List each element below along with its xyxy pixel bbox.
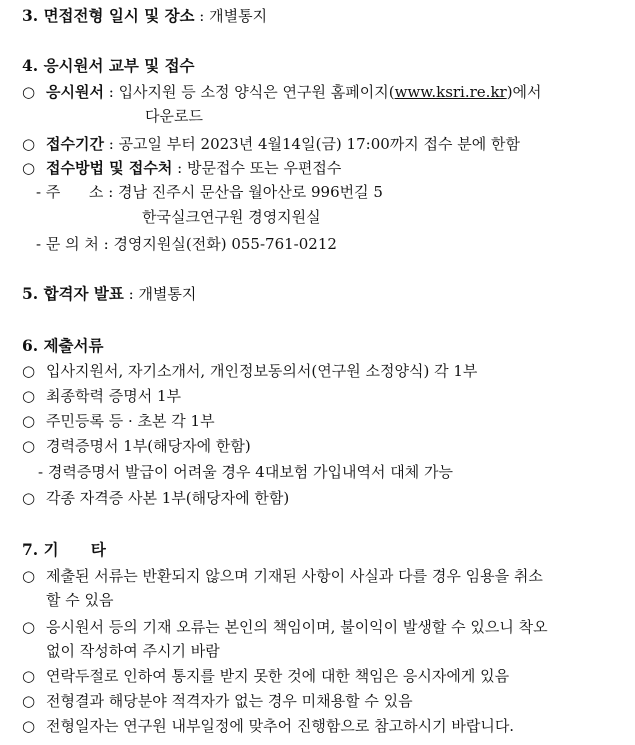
doc-item-text: 최종학력 증명서 1부 [46,387,182,405]
doc-item [22,386,181,406]
address-value: 경남 진주시 문산읍 월아산로 996번길 5 [118,183,383,201]
bullet-circle-icon: ○ [22,489,36,507]
colon: : [103,183,119,201]
address-value-2: 한국실크연구원 경영지원실 [142,208,321,226]
note-item-text: 연락두절로 인하여 통지를 받지 못한 것에 대한 책임은 응시자에게 있음 [46,667,510,685]
doc-item [22,436,251,456]
section-5-title: 5. 합격자 발표 [22,284,124,303]
doc-item [22,488,289,508]
colon: : [123,285,139,303]
note-item [22,566,543,586]
section-3-line [22,6,267,26]
colon: : [194,7,210,25]
section-5-line [22,284,196,304]
bullet-circle-icon: ○ [22,412,36,430]
contact-value: 경영지원실(전화) 055-761-0212 [113,235,337,253]
method-label: 접수방법 및 접수처 [46,159,173,177]
address-label: - 주 소 [36,183,104,201]
section-3-title: 3. 면접전형 일시 및 장소 [22,6,195,25]
colon: : [98,235,114,253]
bullet-circle-icon: ○ [22,437,36,455]
bullet-circle-icon: ○ [22,692,36,710]
section-3-value: 개별통지 [209,7,268,25]
doc-item-text: 주민등록 등 · 초본 각 1부 [46,412,215,430]
doc-item-text: 경력증명서 1부(해당자에 한함) [46,437,251,455]
section-4-title: 4. 응시원서 교부 및 접수 [22,56,195,75]
note-item [22,666,509,686]
colon: : [103,83,119,101]
note-item-text: 전형일자는 연구원 내부일정에 맞추어 진행함으로 참고하시기 바랍니다. [46,717,515,735]
note-item-cont: 없이 작성하여 주시기 바람 [46,642,220,660]
note-item-text: 전형결과 해당분야 적격자가 없는 경우 미채용할 수 있음 [46,692,413,710]
bullet-circle-icon: ○ [22,387,36,405]
period-label: 접수기간 [46,135,104,153]
note-item-text: 응시원서 등의 기재 오류는 본인의 책임이며, 불이익이 발생할 수 있으니 착오 [46,618,548,636]
note-item-cont: 할 수 있음 [46,591,114,609]
note-item [22,716,514,736]
contact-label: - 문 의 처 [36,235,99,253]
form-text: 입사지원 등 소정 양식은 연구원 홈페이지( [118,83,395,101]
form-text-cont: 다운로드 [145,107,203,125]
section-7-title: 7. 기 타 [22,540,106,559]
note-item-text: 제출된 서류는 반환되지 않으며 기재된 사항이 사실과 다를 경우 임용을 취소 [46,567,543,585]
colon: : [103,135,119,153]
section-6-title: 6. 제출서류 [22,336,104,355]
contact-line [36,234,337,254]
doc-item-text: 각종 자격증 사본 1부(해당자에 한함) [46,489,290,507]
method-line [22,158,341,178]
bullet-circle-icon: ○ [22,667,36,685]
method-text: 방문접수 또는 우편접수 [186,159,342,177]
bullet-circle-icon: ○ [22,83,36,101]
doc-item-text: 입사지원서, 자기소개서, 개인정보동의서(연구원 소정양식) 각 1부 [46,362,478,380]
bullet-circle-icon: ○ [22,159,36,177]
form-label: 응시원서 [46,83,104,101]
bullet-circle-icon: ○ [22,135,36,153]
period-text: 공고일 부터 2023년 4월14일(금) 17:00까지 접수 분에 한함 [118,135,521,153]
colon: : [172,159,187,177]
doc-item [22,411,215,431]
form-text-2: )에서 [506,83,542,101]
form-line [22,82,542,102]
bullet-circle-icon: ○ [22,618,36,636]
bullet-circle-icon: ○ [22,362,36,380]
homepage-link[interactable]: www.ksri.re.kr [394,83,507,101]
address-line [36,182,383,202]
section-5-value: 개별통지 [138,285,197,303]
note-item [22,617,548,637]
period-line [22,134,520,154]
doc-sub-note: - 경력증명서 발급이 어려울 경우 4대보험 가입내역서 대체 가능 [38,463,454,481]
doc-item [22,361,477,381]
note-item [22,691,413,711]
bullet-circle-icon: ○ [22,717,36,735]
bullet-circle-icon: ○ [22,567,36,585]
